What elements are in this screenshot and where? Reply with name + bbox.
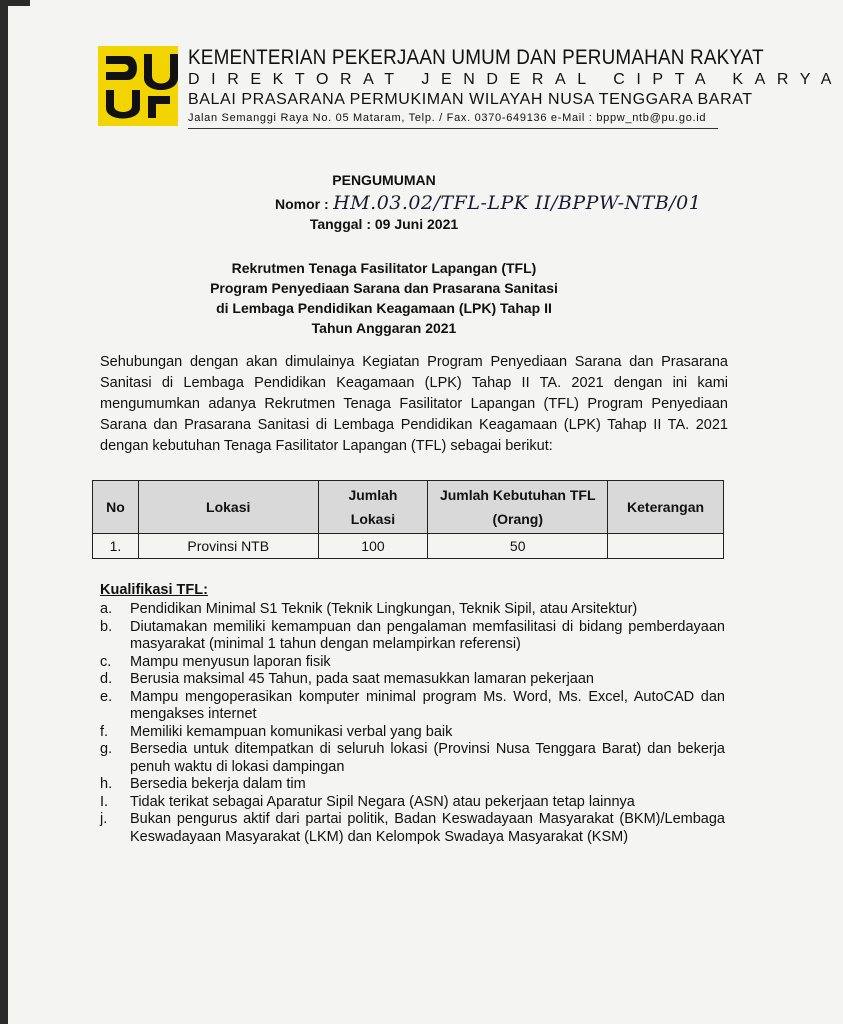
header-kebutuhan — [428, 481, 608, 534]
list-marker: j. — [100, 811, 108, 827]
cell-lokasi: Provinsi NTB — [138, 534, 318, 559]
table-header-row — [93, 481, 724, 534]
header-lokasi: Lokasi — [138, 481, 318, 534]
cell-jumlah-lokasi: 100 — [318, 534, 428, 559]
office-name: BALAI PRASARANA PERMUKIMAN WILAYAH NUSA TENGGARA BARAT — [188, 91, 753, 108]
list-item-text: Berusia maksimal 45 Tahun, pada saat memasukkan lamaran pekerjaan — [130, 671, 594, 687]
subject-line-2: Program Penyediaan Sarana dan Prasarana Sanitasi — [210, 280, 558, 296]
list-item-text: Diutamakan memiliki kemampuan dan pengalaman memfasilitasi di bidang pemberdayaan masyarakat (minimal 1 tahun dengan melampirkan referensi) — [130, 618, 725, 652]
list-item-text: Tidak terikat sebagai Aparatur Sipil Negara (ASN) atau pekerjaan tetap lainnya — [130, 793, 635, 810]
nomor-label: Nomor : — [275, 196, 329, 212]
list-item-text: Mampu menyusun laporan fisik — [130, 653, 331, 670]
list-marker: b. — [100, 618, 113, 635]
header-jumlah-lokasi-line1: Jumlah — [348, 487, 398, 503]
qualifications-heading: Kualifikasi TFL: — [100, 582, 208, 598]
list-item-text: Bersedia untuk ditempatkan di seluruh lokasi (Provinsi Nusa Tenggara Barat) dan bekerja penuh waktu di lokasi dampingan — [130, 741, 725, 775]
header-kebutuhan-line1: Jumlah Kebutuhan TFL — [439, 487, 596, 503]
header-jumlah-lokasi — [318, 481, 428, 534]
list-marker: h. — [100, 776, 113, 792]
list-item — [100, 811, 725, 846]
document-date: Tanggal : 09 Juni 2021 — [309, 216, 459, 232]
list-marker: f. — [100, 723, 109, 740]
letterhead-divider — [188, 128, 718, 129]
directorate-name: DIREKTORAT JENDERAL CIPTA KARYA — [188, 71, 843, 88]
subject-line-4: Tahun Anggaran 2021 — [311, 320, 457, 336]
pupr-logo-icon — [98, 46, 178, 126]
list-marker: d. — [100, 671, 113, 687]
list-item — [100, 741, 725, 776]
scan-edge — [0, 0, 8, 1024]
list-item-text: Pendidikan Minimal S1 Teknik (Teknik Lingkungan, Teknik Sipil, atau Arsitektur) — [130, 601, 638, 617]
subject-block — [0, 258, 768, 338]
list-marker: I. — [100, 793, 109, 810]
list-item — [100, 619, 725, 654]
list-item-text: Memiliki kemampuan komunikasi verbal yang baik — [130, 723, 453, 740]
list-item — [100, 671, 725, 689]
list-item-text: Bersedia bekerja dalam tim — [130, 776, 306, 792]
list-marker: g. — [100, 741, 113, 757]
list-item — [100, 724, 725, 742]
list-item-text: Bukan pengurus aktif dari partai politik, Badan Keswadayaan Masyarakat (BKM)/Lembaga Keswadayaan Masyarakat (LKM) dan Kelompok Swadaya Masyarakat (KSM) — [130, 811, 725, 845]
scan-edge-top — [0, 0, 30, 6]
list-marker: e. — [100, 688, 113, 705]
header-no: No — [93, 481, 139, 534]
cell-keterangan — [608, 534, 724, 559]
list-item — [100, 601, 725, 619]
table-row — [93, 534, 724, 559]
intro-paragraph: Sehubungan dengan akan dimulainya Kegiatan Program Penyediaan Sarana dan Prasarana Sanitasi di Lembaga Pendidikan Keagamaan (LPK) Tahap II TA. 2021 dengan ini kami mengumumkan adanya Rekrutmen Tenaga Fasilitator Lapangan (TFL) Program Penyediaan Sarana dan Prasarana Sanitasi di Lembaga Pendidikan Keagamaan (LPK) Tahap II TA. 2021 dengan kebutuhan Tenaga Fasilitator Lapangan (TFL) sebagai berikut: — [100, 354, 728, 454]
header-keterangan: Keterangan — [608, 481, 724, 534]
list-marker: c. — [100, 653, 112, 670]
list-item — [100, 689, 725, 724]
header-kebutuhan-line2: (Orang) — [492, 511, 543, 527]
list-item — [100, 776, 725, 794]
nomor-handwritten: HM.03.02/TFL-LPK II/BPPW-NTB/01 — [333, 192, 702, 214]
list-item — [100, 794, 725, 812]
document-title: PENGUMUMAN — [332, 172, 436, 188]
list-item — [100, 654, 725, 672]
subject-line-1: Rekrutmen Tenaga Fasilitator Lapangan (TFL) — [231, 260, 537, 276]
ministry-name: KEMENTERIAN PEKERJAAN UMUM DAN PERUMAHAN RAKYAT — [188, 46, 764, 69]
cell-kebutuhan: 50 — [428, 534, 608, 559]
office-address: Jalan Semanggi Raya No. 05 Mataram, Telp. / Fax. 0370-649136 e-Mail : bppw_ntb@pu.go.id — [188, 112, 707, 124]
list-marker: a. — [100, 601, 113, 617]
qualifications-list — [100, 601, 725, 846]
cell-no: 1. — [93, 534, 139, 559]
letterhead — [188, 46, 843, 126]
list-item-text: Mampu mengoperasikan komputer minimal program Ms. Word, Ms. Excel, AutoCAD dan mengakses internet — [130, 688, 725, 722]
document-number — [275, 192, 701, 214]
tfl-requirement-table — [92, 480, 724, 559]
subject-line-3: di Lembaga Pendidikan Keagamaan (LPK) Tahap II — [216, 300, 552, 316]
header-jumlah-lokasi-line2: Lokasi — [350, 511, 396, 527]
